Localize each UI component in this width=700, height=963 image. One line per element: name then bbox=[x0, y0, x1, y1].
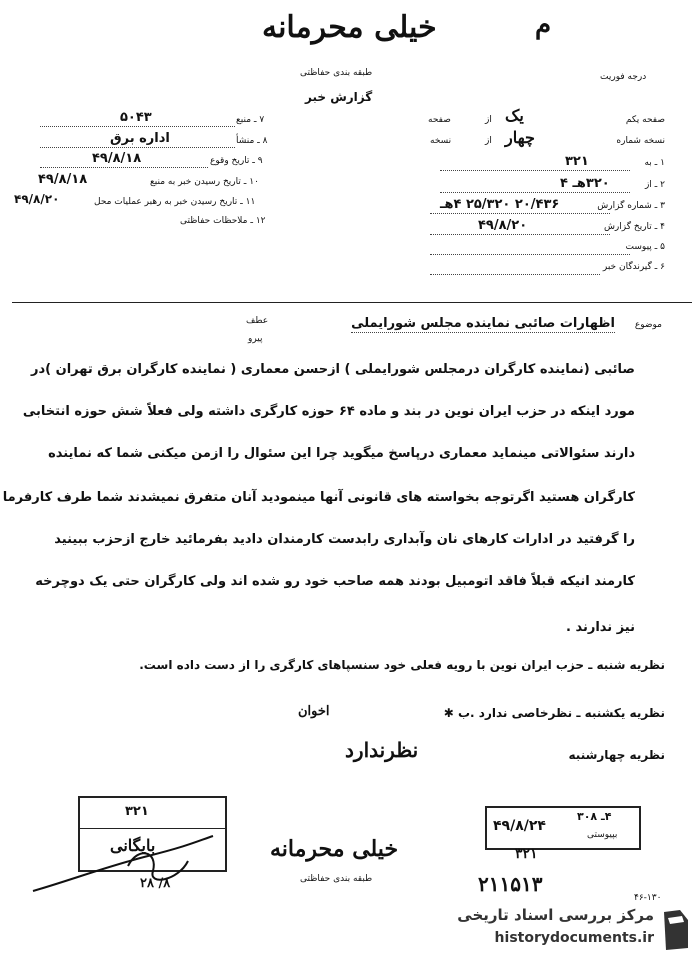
opinion-sunday-signature: اخوان bbox=[298, 704, 330, 719]
source-value: ۵۰۴۳ bbox=[120, 110, 152, 125]
archive-stamp-text: بایگانی bbox=[110, 836, 156, 855]
ref-label: عطف bbox=[246, 316, 269, 326]
copy-from: از bbox=[485, 136, 492, 146]
from-value: ۳۲۰هـ ۴ bbox=[560, 176, 610, 191]
document-number: ۲۱۱۵۱۳ bbox=[478, 872, 543, 896]
body-line-3: دارند سئوالاتی مینماید معماری درپاسخ میگوید چرا این سئوال را ازمن میکنی شما که نماینده bbox=[48, 446, 635, 461]
copy-unit: نسخه bbox=[430, 136, 452, 146]
report-date-value: ۴۹/۸/۲۰ bbox=[478, 218, 528, 233]
opinion-sunday: نظریه یکشنبه ـ نظرخاصی ندارد .ب ✱ bbox=[443, 706, 665, 720]
to-value: ۳۲۱ bbox=[565, 154, 589, 169]
origin-value: اداره برق bbox=[110, 131, 170, 146]
classification-mark: م bbox=[535, 10, 552, 40]
body-line-6: کارمند انیکه قبلاً فاقد اتومبیل بودند همه صاحب خود رو شده اند ولی کارگران حتی یک دوچرخه bbox=[35, 574, 635, 589]
classification-bottom: خیلی محرمانه bbox=[270, 836, 399, 862]
archive-stamp-number: ۳۲۱ bbox=[125, 804, 149, 819]
archive-stamp-date: ۸/ ۲۸ bbox=[140, 876, 171, 891]
watermark bbox=[420, 900, 692, 958]
report-number-label: ۳ ـ شماره گزارش bbox=[597, 201, 665, 211]
report-date-label: ۴ ـ تاریخ گزارش bbox=[603, 222, 665, 232]
classification-top: خیلی محرمانه bbox=[262, 10, 437, 45]
attachment-stamp bbox=[485, 806, 641, 850]
classification-bottom-label: طبقه بندی حفاظتی bbox=[300, 874, 373, 884]
body-line-4: کارگران هستید اگرتوجه بخواسته های قانونی آنها مینمودید آنان متفرق نمیشدند شما طرف کارفرما bbox=[2, 490, 635, 505]
subject-label: موضوع bbox=[634, 320, 662, 330]
copy-label: نسخه شماره bbox=[616, 136, 665, 146]
body-line-2: مورد اینکه در حزب ایران نوین در بند و ماده ۶۴ حوزه کارگری داشته ولی فعلاً شش حوزه انتخابی bbox=[22, 404, 635, 419]
attachment-stamp-date: ۴۹/۸/۲۴ bbox=[493, 818, 546, 834]
separator-line bbox=[12, 302, 692, 303]
urgency-label: درجه فوریت bbox=[600, 72, 647, 82]
body-line-7: نیز ندارند . bbox=[566, 620, 635, 635]
ops-receipt-value: ۴۹/۸/۲۰ bbox=[14, 192, 60, 206]
report-title: گزارش خبر bbox=[305, 90, 373, 104]
source-label: ۷ ـ منبع bbox=[236, 115, 265, 125]
follow-label: پیرو bbox=[248, 334, 263, 344]
event-date-label: ۹ ـ تاریخ وقوع bbox=[210, 156, 263, 166]
body-line-1: صائبی (نماینده کارگران درمجلس شورایملی ) ازحسن معماری ( نماینده کارگران برق تهران )در bbox=[31, 362, 635, 377]
source-receipt-label: ۱۰ ـ تاریخ رسیدن خبر به منبع bbox=[150, 177, 259, 187]
attachment-stamp-sub: ۳۲۱ bbox=[515, 846, 538, 862]
watermark-url: historydocuments.ir bbox=[494, 930, 654, 946]
source-receipt-value: ۴۹/۸/۱۸ bbox=[38, 172, 88, 187]
to-label: ۱ ـ به bbox=[644, 158, 665, 168]
page-label: صفحه یکم bbox=[625, 115, 665, 125]
origin-label: ۸ ـ منشأ bbox=[236, 136, 268, 146]
watermark-name: مرکز بررسی اسناد تاریخی bbox=[457, 906, 654, 924]
ops-receipt-label: ۱۱ ـ تاریخ رسیدن خبر به رهبر عملیات محل bbox=[94, 197, 256, 207]
page-value: یک bbox=[505, 106, 524, 125]
page-unit: صفحه bbox=[428, 115, 451, 125]
event-date-value: ۴۹/۸/۱۸ bbox=[92, 151, 142, 166]
report-number-value: ۲۰/۴۳۶ ۲۵/۳۲۰ ۴هـ bbox=[440, 197, 560, 212]
subject-value: اظهارات صائبی نماینده مجلس شورایملی bbox=[351, 316, 615, 331]
attachment-stamp-label: بپیوستی bbox=[587, 830, 618, 840]
opinion-wednesday-handwriting: نظرندارد bbox=[345, 738, 419, 762]
opinion-wednesday-label: نظریه چهارشنبه bbox=[568, 748, 665, 762]
opinion-saturday: نظریه شنبه ـ حزب ایران نوین با رویه فعلی خود سنسپاهای کارگری را از دست داده است. bbox=[139, 658, 665, 672]
body-line-5: را گرفتید در ادارات کارهای نان وآبداری رابدست کارمندان دادید بفرمائید خارج ازحزب ببینید bbox=[54, 532, 635, 547]
recipients-label: ۶ ـ گیرندگان خبر bbox=[602, 262, 665, 272]
attachment-stamp-code: ۴ـ ۳۰۸ bbox=[577, 810, 612, 823]
from-label: ۲ ـ از bbox=[644, 180, 665, 190]
form-code: ۴۶-۱۳۰ bbox=[634, 893, 662, 903]
attachment-label: ۵ ـ پیوست bbox=[625, 242, 665, 252]
notes-label: ۱۲ ـ ملاحظات حفاظتی bbox=[180, 216, 266, 226]
signature-scribble-icon bbox=[28, 826, 218, 896]
classification-label: طبقه بندی حفاظتی bbox=[300, 68, 373, 78]
copy-value: چهار bbox=[505, 128, 535, 147]
page-from: از bbox=[485, 115, 492, 125]
archive-logo-icon bbox=[660, 908, 692, 952]
